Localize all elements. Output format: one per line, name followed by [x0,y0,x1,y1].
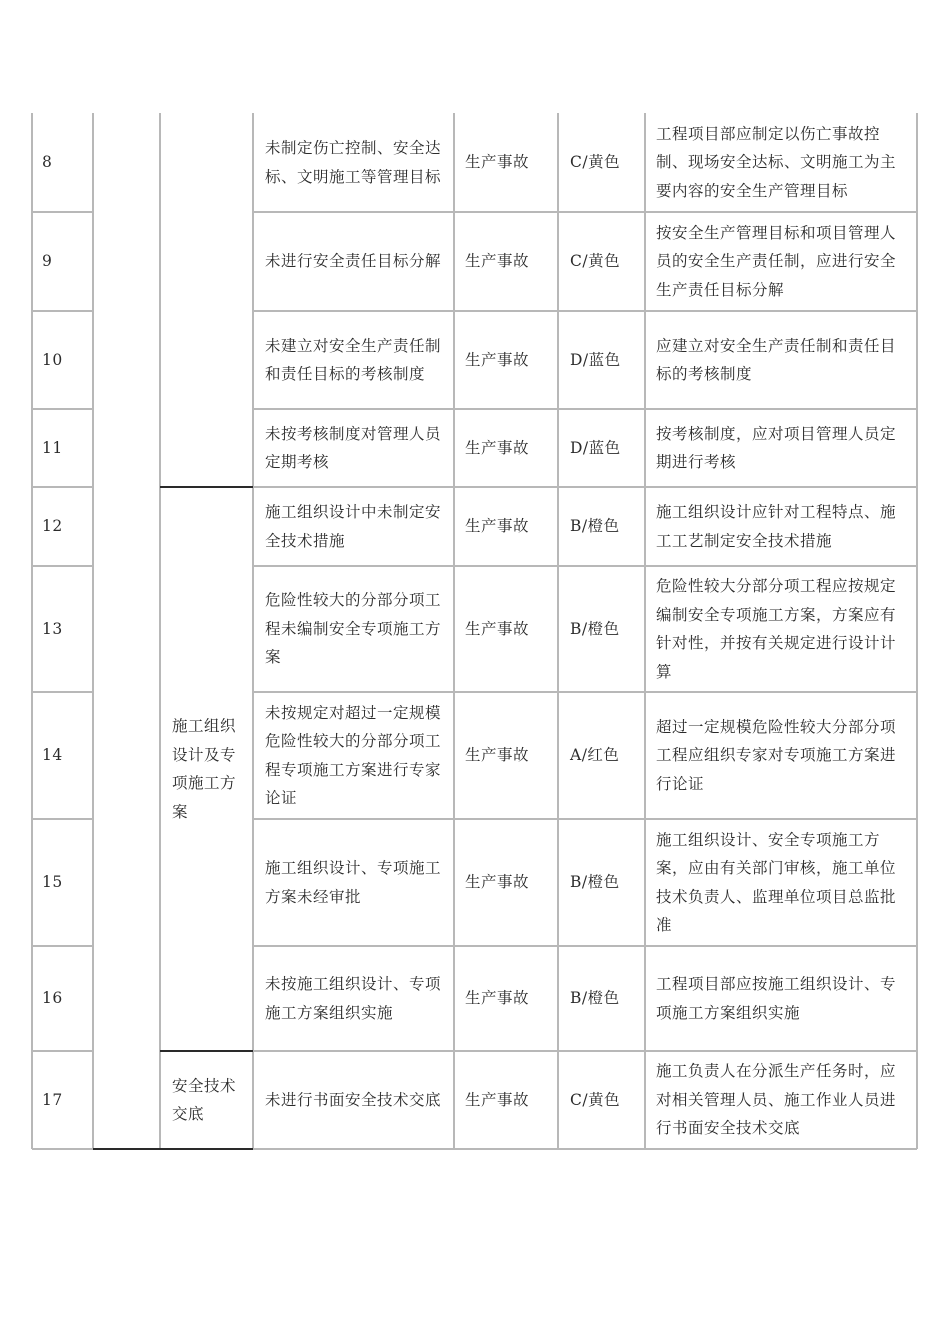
row-number [32,311,93,409]
risk-level [558,1051,645,1149]
hazard-item [253,1051,454,1149]
risk-level-text: C/黄色 [570,153,621,172]
row-number-text: 17 [42,1090,63,1109]
hazard-item-text: 未制定伤亡控制、安全达标、文明施工等管理目标 [265,139,442,186]
accident-type [454,946,558,1051]
control-measure-text: 应建立对安全生产责任制和责任目标的考核制度 [656,336,897,383]
control-measure-text: 施工组织设计应针对工程特点、施工工艺制定安全技术措施 [656,503,897,550]
risk-level-text: D/蓝色 [570,438,621,457]
hazard-item-text: 未建立对安全生产责任制和责任目标的考核制度 [265,336,442,383]
risk-level-text: C/黄色 [570,1090,621,1109]
control-measure [645,692,917,819]
hazard-item-text: 未进行书面安全技术交底 [265,1090,442,1109]
accident-type [454,212,558,311]
row-number-text: 13 [42,619,63,638]
accident-type [454,692,558,819]
category-cell [160,1051,253,1149]
row-number-text: 9 [42,252,53,271]
hazard-item [253,487,454,566]
control-measure [645,819,917,946]
row-number [32,566,93,692]
control-measure-text: 按考核制度，应对项目管理人员定期进行考核 [656,424,897,471]
category-cell-text: 施工组织设计及专项施工方案 [172,717,237,821]
row-number [32,819,93,946]
hazard-item-text: 施工组织设计、专项施工方案未经审批 [265,859,442,906]
risk-level [558,566,645,692]
hazard-item [253,566,454,692]
risk-level-text: D/蓝色 [570,350,621,369]
risk-level-text: A/红色 [570,746,620,765]
risk-level [558,692,645,819]
row-number-text: 10 [42,350,63,369]
row-number-text: 16 [42,989,63,1008]
hazard-item-text: 施工组织设计中未制定安全技术措施 [265,503,442,550]
row-number [32,409,93,487]
risk-level [558,487,645,566]
row-number-text: 11 [42,438,63,457]
risk-level [558,212,645,311]
accident-type [454,487,558,566]
hazard-item [253,692,454,819]
row-number-text: 14 [42,746,63,765]
risk-level-text: B/橙色 [570,873,620,892]
control-measure-text: 按安全生产管理目标和项目管理人员的安全生产责任制，应进行安全生产责任目标分解 [656,223,897,299]
risk-level-text: B/橙色 [570,989,620,1008]
accident-type-text: 生产事故 [465,153,530,172]
control-measure-text: 超过一定规模危险性较大分部分项工程应组织专家对专项施工方案进行论证 [656,717,897,793]
hazard-item-text: 未按施工组织设计、专项施工方案组织实施 [265,975,442,1022]
accident-type [454,819,558,946]
row-number [32,212,93,311]
control-measure [645,113,917,212]
row-number-text: 15 [42,873,63,892]
control-measure [645,409,917,487]
category-cell-text: 安全技术交底 [172,1076,237,1123]
category-cell [160,487,253,1051]
accident-type [454,566,558,692]
control-measure [645,566,917,692]
control-measure [645,212,917,311]
accident-type [454,311,558,409]
accident-type-text: 生产事故 [465,252,530,271]
row-number [32,1051,93,1149]
risk-level [558,113,645,212]
accident-type-text: 生产事故 [465,350,530,369]
control-measure-text: 施工负责人在分派生产任务时，应对相关管理人员、施工作业人员进行书面安全技术交底 [656,1062,897,1138]
row-number-text: 8 [42,153,53,172]
hazard-item [253,819,454,946]
control-measure-text: 施工组织设计、安全专项施工方案，应由有关部门审核，施工单位技术负责人、监理单位项目总监批准 [656,830,897,934]
accident-type-text: 生产事故 [465,873,530,892]
hazard-item [253,311,454,409]
accident-type-text: 生产事故 [465,517,530,536]
hazard-item [253,212,454,311]
accident-type-text: 生产事故 [465,746,530,765]
control-measure-text: 危险性较大分部分项工程应按规定编制安全专项施工方案，方案应有针对性，并按有关规定进行设计计算 [656,577,897,681]
control-measure-text: 工程项目部应制定以伤亡事故控制、现场安全达标、文明施工为主要内容的安全生产管理目标 [656,124,897,200]
risk-level [558,409,645,487]
control-measure [645,1051,917,1149]
control-measure [645,946,917,1051]
control-measure [645,487,917,566]
accident-type-text: 生产事故 [465,619,530,638]
risk-level-text: C/黄色 [570,252,621,271]
hazard-item [253,409,454,487]
accident-type [454,409,558,487]
row-number-text: 12 [42,517,63,536]
control-measure-text: 工程项目部应按施工组织设计、专项施工方案组织实施 [656,975,897,1022]
row-number [32,487,93,566]
accident-type-text: 生产事故 [465,1090,530,1109]
accident-type [454,1051,558,1149]
hazard-item-text: 未按规定对超过一定规模危险性较大的分部分项工程专项施工方案进行专家论证 [265,703,442,807]
accident-type-text: 生产事故 [465,989,530,1008]
row-number [32,692,93,819]
hazard-item-text: 未按考核制度对管理人员定期考核 [265,424,442,471]
accident-type-text: 生产事故 [465,438,530,457]
risk-level-text: B/橙色 [570,619,620,638]
control-measure [645,311,917,409]
hazard-item [253,113,454,212]
risk-level-text: B/橙色 [570,517,620,536]
hazard-item-text: 未进行安全责任目标分解 [265,252,442,271]
risk-level [558,946,645,1051]
risk-level [558,311,645,409]
hazard-item [253,946,454,1051]
row-number [32,946,93,1051]
hazard-item-text: 危险性较大的分部分项工程未编制安全专项施工方案 [265,591,442,667]
risk-level [558,819,645,946]
row-number [32,113,93,212]
accident-type [454,113,558,212]
